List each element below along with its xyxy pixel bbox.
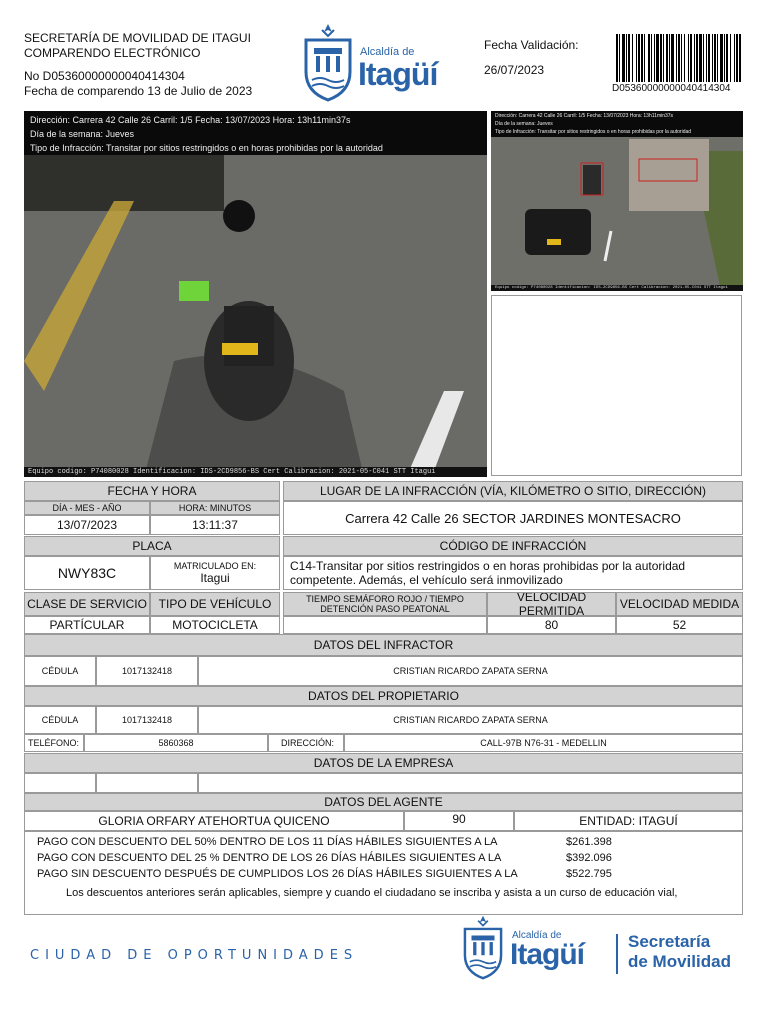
fecha-validacion-value: 26/07/2023 (484, 63, 545, 77)
barcode-bar (616, 34, 618, 82)
header-block (24, 31, 252, 99)
barcode-bar (714, 34, 716, 82)
vel-permitida-value: 80 (487, 616, 616, 634)
infractor-header: DATOS DEL INFRACTOR (24, 634, 743, 656)
barcode-bar (671, 34, 674, 82)
footer-secretaria-line1: Secretaría (628, 932, 711, 951)
barcode-bar (717, 34, 718, 82)
shield-icon (300, 22, 356, 102)
tipo-value: MOTOCICLETA (150, 616, 280, 634)
vel-permitida-header: VELOCIDAD PERMITIDA (487, 592, 616, 616)
direccion-label: DIRECCIÓN: (268, 734, 344, 752)
hora-value: 13:11:37 (150, 515, 280, 535)
footer-secretaria-line2: de Movilidad (628, 952, 731, 971)
telefono-label: TELÉFONO: (24, 734, 84, 752)
barcode-bar (669, 34, 670, 82)
empty-photo-slot (491, 295, 742, 476)
barcode-bar (690, 34, 692, 82)
barcode-bar (699, 34, 702, 82)
secretaria-title: SECRETARÍA DE MOVILIDAD DE ITAGUI (24, 31, 251, 45)
footer-logo-alcaldia: Alcaldía de (512, 930, 562, 941)
barcode-bar (632, 34, 633, 82)
barcode-bar (684, 34, 685, 82)
barcode-bar (660, 34, 662, 82)
barcode-bar (739, 34, 741, 82)
lugar-header: LUGAR DE LA INFRACCIÓN (VÍA, KILÓMETRO O SITIO, DIRECCIÓN) (283, 481, 743, 501)
codigo-value: C14-Transitar por sitios restringidos o en horas prohibidas por la autoridad competente. Además, el vehículo será inmovilizado (283, 556, 743, 590)
matriculado-label: MATRICULADO EN: (173, 561, 257, 571)
barcode-bar (734, 34, 735, 82)
traffic-scene-image (491, 111, 743, 291)
barcode-icon (616, 34, 742, 82)
barcode-text: D05360000000040414304 (612, 83, 731, 94)
barcode-bar (626, 34, 627, 82)
main-photo-caption (24, 111, 487, 155)
barcode-bar (641, 34, 643, 82)
barcode-bar (656, 34, 659, 82)
dia-label: DÍA - MES - AÑO (24, 501, 150, 515)
empresa-cell-2 (96, 773, 198, 793)
agente-entidad: ENTIDAD: ITAGUÍ (514, 811, 743, 831)
agente-nombre: GLORIA ORFARY ATEHORTUA QUICENO (24, 811, 404, 831)
propietario-cedula-value: 1017132418 (96, 706, 198, 734)
slogan: CIUDAD DE OPORTUNIDADES (30, 948, 359, 963)
pago-25-valor: $392.096 (566, 852, 612, 864)
context-photo (491, 111, 743, 291)
barcode (616, 34, 742, 82)
barcode-bar (666, 34, 668, 82)
fecha-hora-header: FECHA Y HORA (24, 481, 280, 501)
semaforo-header: TIEMPO SEMÁFORO ROJO / TIEMPO DETENCIÓN PASO PEATONAL (283, 592, 487, 616)
barcode-bar (678, 34, 680, 82)
placa-header: PLACA (24, 536, 280, 556)
infractor-nombre: CRISTIAN RICARDO ZAPATA SERNA (198, 656, 743, 686)
codigo-header: CÓDIGO DE INFRACCIÓN (283, 536, 743, 556)
barcode-bar (708, 34, 710, 82)
propietario-nombre: CRISTIAN RICARDO ZAPATA SERNA (198, 706, 743, 734)
dia-value: 13/07/2023 (24, 515, 150, 535)
comparendo-number: No D05360000000040414304 (24, 69, 185, 83)
pago-50-valor: $261.398 (566, 836, 612, 848)
footer-divider (616, 934, 618, 974)
barcode-bar (726, 34, 728, 82)
vel-medida-header: VELOCIDAD MEDIDA (616, 592, 743, 616)
footer-logo-itagui: Itagüí (510, 938, 584, 971)
clase-header: CLASE DE SERVICIO (24, 592, 150, 616)
context-photo-line3: Tipo de Infracción: Transitar por sitios restringidos o en horas prohibidas por la autoridad (495, 129, 692, 135)
barcode-bar (688, 34, 689, 82)
main-photo-line1: Dirección: Carrera 42 Calle 26 Carril: 1/5 Fecha: 13/07/2023 Hora: 13h11min37s (30, 115, 351, 125)
barcode-bar (654, 34, 655, 82)
barcode-bar (694, 34, 695, 82)
context-photo-caption (491, 111, 743, 137)
hora-label: HORA: MINUTOS (150, 501, 280, 515)
clase-value: PARTÍCULAR (24, 616, 150, 634)
agente-placa: 90 (404, 811, 514, 831)
propietario-header: DATOS DEL PROPIETARIO (24, 686, 743, 706)
barcode-bar (651, 34, 652, 82)
semaforo-value (283, 616, 487, 634)
pago-sin-descuento-texto: PAGO SIN DESCUENTO DESPUÉS DE CUMPLIDOS LOS 26 DÍAS HÁBILES SIGUIENTES A LA (37, 868, 518, 880)
barcode-bar (622, 34, 625, 82)
pago-50-texto: PAGO CON DESCUENTO DEL 50% DENTRO DE LOS 11 DÍAS HÁBILES SIGUIENTES A LA (37, 836, 498, 848)
barcode-bar (730, 34, 731, 82)
agente-header: DATOS DEL AGENTE (24, 793, 743, 811)
direccion-value: CALL-97B N76-31 - MEDELLIN (344, 734, 743, 752)
lugar-value: Carrera 42 Calle 26 SECTOR JARDINES MONTESACRO (283, 501, 743, 535)
empresa-cell-3 (198, 773, 743, 793)
context-photo-footer: Equipo codigo: P74080028 Identificacion: IDS-2CD9856-BS Cert Calibracion: 2021-05-C041 STT Itagui (491, 285, 743, 291)
infractor-cedula-value: 1017132418 (96, 656, 198, 686)
matriculado-value: Itagui (200, 571, 230, 585)
telefono-value: 5860368 (84, 734, 268, 752)
barcode-bar (644, 34, 645, 82)
main-photo (24, 111, 487, 477)
propietario-cedula-label: CÉDULA (24, 706, 96, 734)
nota-descuentos: Los descuentos anteriores serán aplicables, siempre y cuando el ciudadano se inscriba y asista a un curso de educación vial, (66, 887, 678, 899)
barcode-bar (724, 34, 725, 82)
barcode-bar (628, 34, 630, 82)
vel-medida-value: 52 (616, 616, 743, 634)
matriculado-cell (150, 556, 280, 590)
footer-logo (460, 914, 750, 984)
infractor-cedula-label: CÉDULA (24, 656, 96, 686)
barcode-bar (706, 34, 707, 82)
logo-alcaldia-text: Alcaldía de (360, 46, 415, 58)
logo-itagui-text: Itagüí (358, 56, 438, 92)
pago-sin-descuento-valor: $522.795 (566, 868, 612, 880)
barcode-bar (648, 34, 650, 82)
barcode-bar (736, 34, 738, 82)
main-photo-line2: Día de la semana: Jueves (30, 129, 135, 139)
tipo-header: TIPO DE VEHÍCULO (150, 592, 280, 616)
barcode-bar (638, 34, 640, 82)
barcode-bar (619, 34, 620, 82)
comparendo-title: COMPARENDO ELECTRÓNICO (24, 46, 201, 60)
main-photo-footer: Equipo codigo: P74080028 Identificacion: IDS-2CD9856-BS Cert Calibracion: 2021-05-C041 STT Itagui (24, 467, 487, 477)
barcode-bar (663, 34, 664, 82)
barcode-bar (703, 34, 704, 82)
main-photo-line3: Tipo de Infracción: Transitar por sitios restringidos o en horas prohibidas por la autoridad (30, 143, 383, 153)
context-photo-line1: Dirección: Carrera 42 Calle 26 Carril: 1/5 Fecha: 13/07/2023 Hora: 13h11min37s (495, 113, 674, 119)
road-scene-image (24, 111, 487, 477)
barcode-bar (712, 34, 713, 82)
barcode-bar (681, 34, 682, 82)
barcode-bar (696, 34, 698, 82)
context-photo-line2: Día de la semana: Jueves (495, 121, 553, 127)
empresa-header: DATOS DE LA EMPRESA (24, 753, 743, 773)
shield-icon (460, 914, 506, 980)
barcode-bar (676, 34, 677, 82)
barcode-bar (720, 34, 723, 82)
empresa-cell-1 (24, 773, 96, 793)
placa-value: NWY83C (24, 556, 150, 590)
pago-25-texto: PAGO CON DESCUENTO DEL 25 % DENTRO DE LOS 26 DÍAS HÁBILES SIGUIENTES A LA (37, 852, 502, 864)
footer-secretaria (628, 932, 731, 972)
barcode-bar (636, 34, 637, 82)
alcaldia-logo (300, 22, 460, 104)
fecha-validacion-label: Fecha Validación: (484, 38, 579, 52)
comparendo-date: Fecha de comparendo 13 de Julio de 2023 (24, 84, 253, 98)
